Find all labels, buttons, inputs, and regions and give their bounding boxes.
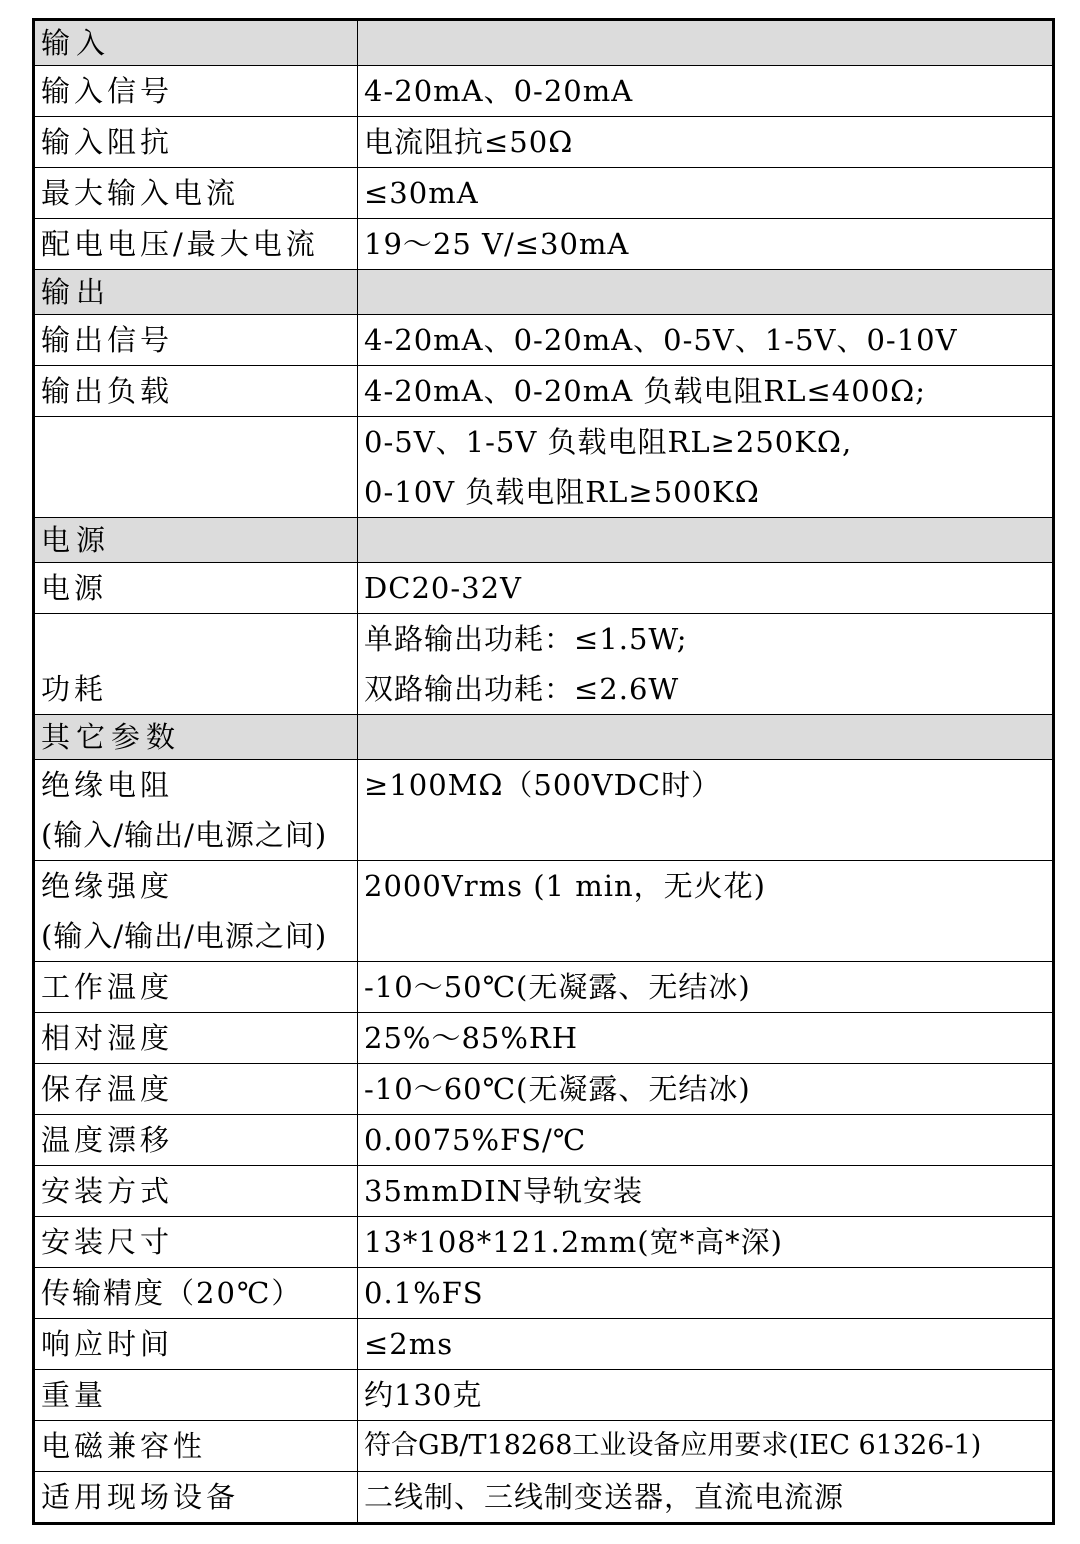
row-label-line: 绝缘电阻	[41, 768, 174, 802]
row-value: DC20-32V	[358, 563, 1054, 614]
section-header-other	[34, 715, 1054, 760]
row-label: 相对湿度	[34, 1013, 358, 1064]
section-title: 输入	[34, 20, 358, 66]
row-value: 19～25 V/≤30mA	[358, 219, 1054, 270]
table-row	[34, 1064, 1054, 1115]
table-row	[34, 760, 1054, 861]
table-row	[34, 1421, 1054, 1472]
row-label-blank	[34, 417, 358, 518]
section-title: 电源	[34, 518, 358, 563]
row-label-multiline	[34, 861, 358, 962]
table-row	[34, 1319, 1054, 1370]
row-label	[34, 614, 358, 715]
row-label-multiline	[34, 760, 358, 861]
table-row	[34, 66, 1054, 117]
row-label: 适用现场设备	[34, 1472, 358, 1524]
row-value: 约130克	[358, 1370, 1054, 1421]
table-row	[34, 1166, 1054, 1217]
table-row	[34, 563, 1054, 614]
section-blank	[358, 20, 1054, 66]
row-label: 响应时间	[34, 1319, 358, 1370]
table-row	[34, 1472, 1054, 1524]
row-label: 传输精度（20℃）	[34, 1268, 358, 1319]
row-value: 二线制、三线制变送器，直流电流源	[358, 1472, 1054, 1524]
table-row	[34, 168, 1054, 219]
row-label: 安装尺寸	[34, 1217, 358, 1268]
row-value-line: 0-5V、1-5V 负载电阻RL≥250KΩ,	[364, 425, 853, 459]
row-value: 4-20mA、0-20mA、0-5V、1-5V、0-10V	[358, 315, 1054, 366]
row-value: 25%～85%RH	[358, 1013, 1054, 1064]
table-row	[34, 1013, 1054, 1064]
row-value: 35mmDIN导轨安装	[358, 1166, 1054, 1217]
row-label-line: (输入/输出/电源之间)	[41, 818, 328, 852]
spec-table	[32, 18, 1055, 1525]
row-value	[358, 760, 1054, 861]
row-label: 输入信号	[34, 66, 358, 117]
row-label: 工作温度	[34, 962, 358, 1013]
row-value: 13*108*121.2mm(宽*高*深)	[358, 1217, 1054, 1268]
table-row	[34, 366, 1054, 417]
section-title: 其它参数	[34, 715, 358, 760]
row-label: 最大输入电流	[34, 168, 358, 219]
row-label: 电磁兼容性	[34, 1421, 358, 1472]
section-header-output	[34, 270, 1054, 315]
section-header-input	[34, 20, 1054, 66]
row-value-line: 2000Vrms (1 min，无火花)	[364, 869, 766, 903]
row-label: 配电电压/最大电流	[34, 219, 358, 270]
row-value: 符合GB/T18268工业设备应用要求(IEC 61326-1)	[358, 1421, 1054, 1472]
row-label: 输出信号	[34, 315, 358, 366]
table-row	[34, 117, 1054, 168]
section-blank	[358, 518, 1054, 563]
row-value-line: ≥100MΩ（500VDC时）	[364, 768, 722, 802]
row-value-multiline	[358, 614, 1054, 715]
row-value: 电流阻抗≤50Ω	[358, 117, 1054, 168]
table-row	[34, 1268, 1054, 1319]
section-blank	[358, 715, 1054, 760]
row-label: 保存温度	[34, 1064, 358, 1115]
row-value: 4-20mA、0-20mA	[358, 66, 1054, 117]
section-header-power	[34, 518, 1054, 563]
row-value: ≤2ms	[358, 1319, 1054, 1370]
row-value	[358, 861, 1054, 962]
table-row	[34, 962, 1054, 1013]
row-value-line: 单路输出功耗：≤1.5W;	[364, 622, 688, 656]
row-value: 0.0075%FS/℃	[358, 1115, 1054, 1166]
row-value-multiline	[358, 417, 1054, 518]
row-label: 温度漂移	[34, 1115, 358, 1166]
row-label-text: 功耗	[41, 672, 108, 706]
row-value-line: 双路输出功耗：≤2.6W	[364, 672, 680, 706]
table-row	[34, 1217, 1054, 1268]
row-value: -10～60℃(无凝露、无结冰)	[358, 1064, 1054, 1115]
row-label: 安装方式	[34, 1166, 358, 1217]
section-title: 输出	[34, 270, 358, 315]
row-label: 重量	[34, 1370, 358, 1421]
table-row	[34, 1370, 1054, 1421]
table-row	[34, 219, 1054, 270]
row-label: 输出负载	[34, 366, 358, 417]
row-label-line: 绝缘强度	[41, 869, 174, 903]
row-label-line: (输入/输出/电源之间)	[41, 919, 328, 953]
row-value: -10～50℃(无凝露、无结冰)	[358, 962, 1054, 1013]
table-row	[34, 315, 1054, 366]
table-row	[34, 861, 1054, 962]
row-label: 电源	[34, 563, 358, 614]
row-label: 输入阻抗	[34, 117, 358, 168]
row-value: 4-20mA、0-20mA 负载电阻RL≤400Ω;	[358, 366, 1054, 417]
row-value: 0.1%FS	[358, 1268, 1054, 1319]
table-row	[34, 614, 1054, 715]
table-row	[34, 417, 1054, 518]
row-value: ≤30mA	[358, 168, 1054, 219]
row-value-line: 0-10V 负载电阻RL≥500KΩ	[364, 475, 760, 509]
section-blank	[358, 270, 1054, 315]
table-row	[34, 1115, 1054, 1166]
